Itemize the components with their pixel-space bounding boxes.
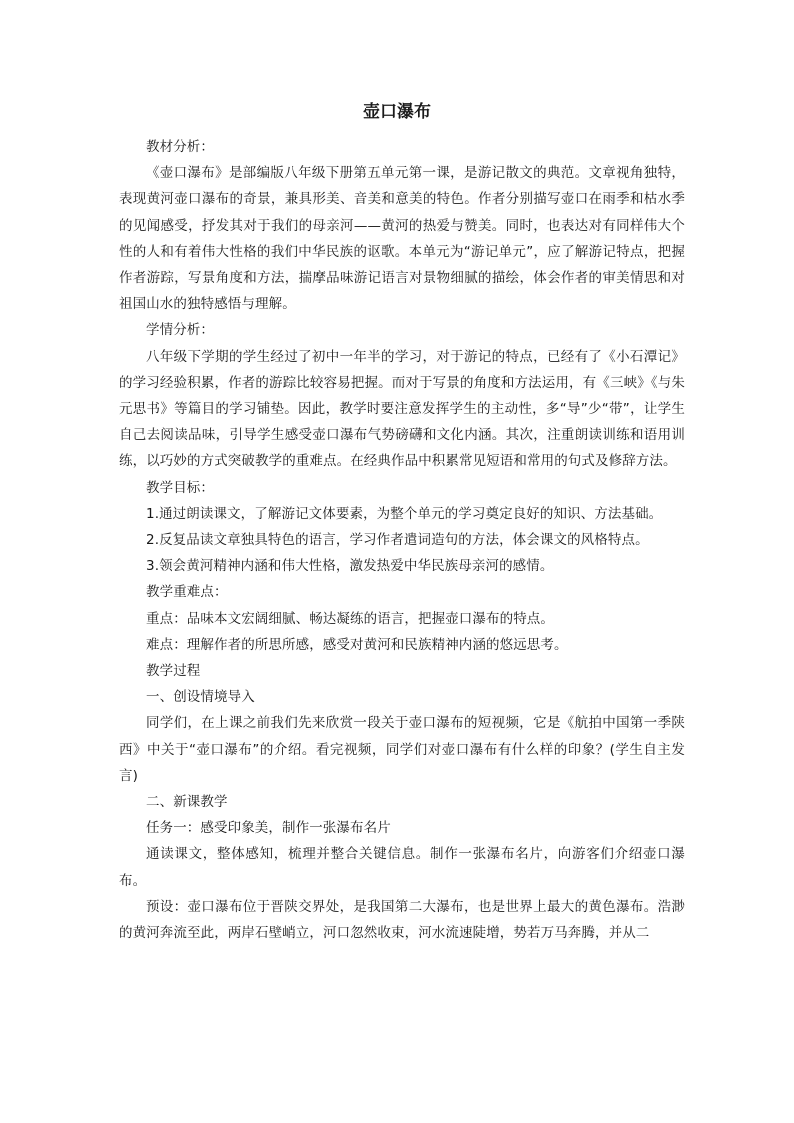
difficult-point: 难点：理解作者的所思所感，感受对黄河和民族精神内涵的悠远思考。 xyxy=(146,636,568,653)
heading-key-difficult-points: 教学重难点： xyxy=(146,584,228,601)
heading-textbook-analysis: 教材分析： xyxy=(146,139,214,155)
heading-teaching-goals: 教学目标： xyxy=(146,479,214,496)
paragraph-textbook-analysis: 《壶口瀑布》是部编版八年级下册第五单元第一课，是游记散文的典范。文章视角独特，表现黄河壶口瀑布的奇景，兼具形美、音美和意美的特色。作者分别描写壶口在雨季和枯水季的见闻感受，抒发其对于我们的母亲河——黄河的热爱与赞美。同时，也表达对有同样伟大个性的人和有着伟大性格的我们中华民族的讴歌。本单元为“游记单元”，应了解游记特点，把握作者游踪，写景角度和方法，揣摩品味游记语言对景物细腻的描绘，体会作者的审美情思和对祖国山水的独特感悟与理解。 xyxy=(119,165,685,313)
paragraph-preset: 预设：壶口瀑布位于晋陕交界处，是我国第二大瀑布，也是世界上最大的黄色瀑布。浩渺的黄河奔流至此，两岸石壁峭立，河口忽然收束，河水流速陡增，势若万马奔腾，并从二 xyxy=(119,898,685,942)
heading-teaching-process: 教学过程 xyxy=(146,663,201,680)
paragraph-student-analysis: 八年级下学期的学生经过了初中一年半的学习，对于游记的特点，已经有了《小石潭记》的学习经验积累，作者的游踪比较容易把握。而对于写景的角度和方法运用，有《三峡》《与朱元思书》等篇目的学习铺垫。因此，教学时要注意发挥学生的主动性，多“导”少“带”，让学生自己去阅读品味，引导学生感受壶口瀑布气势磅礴和文化内涵。其次，注重朗读训练和语用训练，以巧妙的方式突破教学的重难点。在经典作品中积累常见短语和常用的句式及修辞方法。 xyxy=(119,348,685,470)
goal-item-1: 1.通过朗读课文，了解游记文体要素，为整个单元的学习奠定良好的知识、方法基础。 xyxy=(146,505,663,522)
goal-item-2: 2.反复品读文章独具特色的语言，学习作者遣词造句的方法，体会课文的风格特点。 xyxy=(146,532,649,549)
goal-item-3: 3.领会黄河精神内涵和伟大性格，激发热爱中华民族母亲河的感情。 xyxy=(146,558,554,575)
document-body xyxy=(119,134,685,946)
heading-student-analysis: 学情分析： xyxy=(146,322,214,339)
key-point: 重点：品味本文宏阔细腻、畅达凝练的语言，把握壶口瀑布的特点。 xyxy=(146,610,554,627)
section-intro-heading: 一、创设情境导入 xyxy=(146,689,255,706)
task-one-heading: 任务一：感受印象美，制作一张瀑布名片 xyxy=(146,820,391,837)
document-title: 壶口瀑布 xyxy=(363,102,431,122)
paragraph-intro: 同学们，在上课之前我们先来欣赏一段关于壶口瀑布的短视频，它是《航拍中国第一季陕西》中关于“壶口瀑布”的介绍。看完视频，同学们对壶口瀑布有什么样的印象？(学生自主发言) xyxy=(119,715,685,784)
paragraph-task-one: 通读课文，整体感知，梳理并整合关键信息。制作一张瀑布名片，向游客们介绍壶口瀑布。 xyxy=(119,846,685,889)
section-new-lesson-heading: 二、新课教学 xyxy=(146,794,228,811)
